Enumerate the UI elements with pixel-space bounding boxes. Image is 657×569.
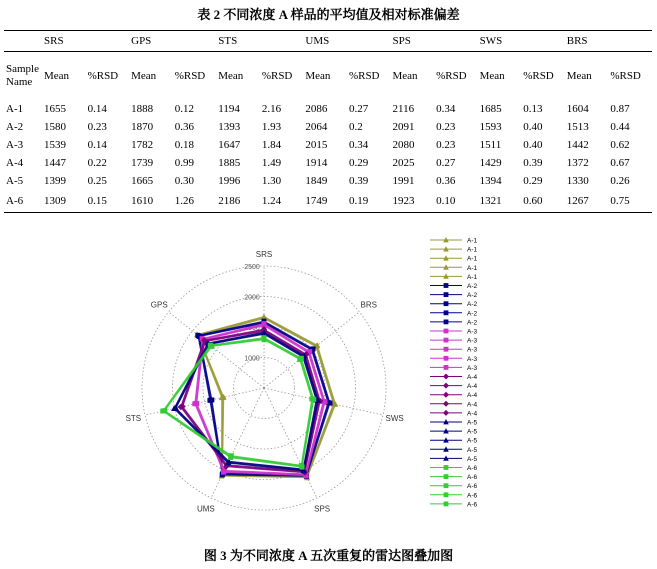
table-cell: 1513 [566,120,589,133]
data-point [262,321,267,326]
rsd-header: %RSD [523,69,554,82]
legend-label: A-3 [467,346,478,354]
data-point [444,356,449,361]
table-cell: 1749 [303,190,347,213]
table-cell: 0.18 [174,138,194,151]
table-cell: 1885 [218,156,241,169]
legend-label: A-4 [467,374,478,381]
legend-label: A-1 [467,237,478,245]
data-point [207,398,212,403]
data-point [443,401,449,407]
table-cell: 0.14 [87,138,107,151]
table-cell: 1685 [479,102,502,115]
row-label: A-5 [6,174,24,187]
table-corner-cell [4,31,42,52]
row-label: A-6 [4,190,42,213]
table-cell: 0.23 [87,120,107,133]
table-cell: 1870 [131,120,154,133]
mean-header: Mean [479,69,505,82]
legend-label: A-5 [467,428,478,436]
table-cell: 0.67 [610,156,630,169]
table-row [4,100,652,118]
table-cell: 1330 [566,174,589,187]
table-cell: 1610 [129,190,173,213]
data-point [444,283,449,288]
legend-label: A-4 [467,392,478,400]
table-cell: 1372 [566,156,589,169]
data-point [444,338,449,343]
data-point [261,313,267,318]
table-cell: 1655 [44,102,66,115]
data-point [192,401,197,406]
legend-label: A-1 [467,255,478,263]
data-point [443,374,449,380]
table-cell: 0.14 [87,102,107,115]
table-cell: 1991 [392,174,415,187]
table-cell: 0.75 [608,190,652,213]
tick-label: 2500 [244,264,260,271]
table-cell: 0.2 [348,120,363,133]
table-cell: 1647 [218,138,241,151]
axis-label: STS [125,413,142,423]
data-point [444,483,449,488]
mean-header: Mean [218,69,244,82]
data-point [300,465,305,470]
legend-label: A-2 [467,319,478,327]
data-point [444,465,449,470]
table-cell: 0.26 [610,174,630,187]
table-cell: 2080 [392,138,415,151]
table-cell: 2064 [305,120,328,133]
table-cell: 0.29 [348,156,369,169]
tick-label: 2000 [244,294,260,302]
data-point [228,455,233,460]
table-cell: 1.84 [261,138,282,151]
table-cell: 0.36 [174,120,194,133]
table-cell: 2.16 [261,102,282,115]
table-cell: 0.23 [436,120,456,133]
table-cell: 2186 [216,190,260,213]
table-cell: 0.29 [523,174,543,187]
legend-label: A-3 [467,364,478,372]
mean-header: Mean [566,69,592,82]
row-label: A-3 [6,138,24,151]
data-point [262,335,267,340]
table-cell: 0.99 [174,156,194,169]
table-cell: 2025 [392,156,415,169]
legend-label: A-5 [467,455,478,463]
row-label: A-4 [6,156,24,169]
axis-label: SWS [385,413,404,423]
legend-label: A-3 [467,328,478,336]
legend-label: A-6 [467,492,478,500]
table-cell: 0.10 [434,190,478,213]
table-cell: 0.25 [87,174,107,187]
table-cell: 1.26 [173,190,217,213]
legend-label: A-6 [467,474,478,482]
table-cell: 0.39 [523,156,543,169]
table-cell: 1593 [479,120,502,133]
table-row [4,172,652,190]
data-point [444,292,449,297]
table-cell: 2015 [305,138,328,151]
legend-label: A-5 [467,446,478,454]
mean-header: Mean [44,69,70,82]
data-point [160,409,165,414]
table-cell: 0.87 [610,102,630,115]
table-cell: 0.13 [523,102,543,115]
data-point [444,310,449,315]
table-cell: 1442 [566,138,589,151]
table-cell: 1393 [218,120,241,133]
data-point [221,470,226,475]
data-point [323,400,328,405]
series-line-a-6 [165,340,312,465]
table-cell: 1.93 [261,120,282,133]
table-cell: 1996 [218,174,241,187]
radar-chart [0,234,657,540]
legend-label: A-2 [467,292,478,300]
legend-label: A-3 [467,337,478,345]
row-label: A-1 [6,102,24,115]
axis-label: BRS [360,300,377,310]
table-cell: 0.22 [87,156,107,169]
group-header: SPS [391,31,478,52]
legend-label: A-5 [467,419,478,427]
table-cell: 0.27 [436,156,456,169]
table-cell: 1309 [42,190,86,213]
data-point [444,329,449,334]
series-line-a-6 [164,339,312,466]
table-cell: 2091 [392,120,415,133]
legend-label: A-1 [467,273,478,281]
legend-label: A-3 [467,355,478,363]
table-cell: 0.44 [610,120,630,133]
table-row [4,136,652,154]
data-point [208,343,213,348]
data-point [311,397,316,402]
table-cell: 1604 [566,102,589,115]
data-point [328,401,333,406]
tick-label: 1000 [244,355,260,363]
data-point [443,383,449,389]
table-cell: 1914 [305,156,328,169]
axis-label: SPS [314,504,331,514]
data-point [443,410,449,416]
table-cell: 1267 [565,190,609,213]
legend-label: A-2 [467,301,478,309]
table-cell: 0.12 [174,102,194,115]
legend-label: A-2 [467,310,478,318]
group-header: UMS [303,31,390,52]
group-header: SWS [478,31,565,52]
table-cell: 0.40 [523,138,543,151]
table-cell: 1739 [131,156,154,169]
mean-header: Mean [305,69,331,82]
table-cell: 0.15 [86,190,130,213]
figure-caption: 图 3 为不同浓度 A 五次重复的雷达图叠加图 [203,548,454,563]
table-cell: 1.30 [261,174,282,187]
legend-label: A-6 [467,465,478,472]
legend-label: A-6 [467,483,478,491]
mean-header: Mean [131,69,157,82]
table-cell: 0.62 [610,138,630,151]
table-row [4,154,652,172]
table-cell: 1429 [479,156,502,169]
legend-label: A-6 [467,501,478,509]
table-cell: 1888 [131,102,154,115]
table-cell: 0.34 [348,138,369,151]
data-point [443,392,449,398]
data-point [299,356,304,361]
rsd-header: %RSD [261,69,293,82]
table-cell: 1580 [44,120,66,133]
table-cell: 1.49 [261,156,282,169]
legend-label: A-2 [467,283,478,290]
table-cell: 1849 [305,174,328,187]
table-cell: 2116 [392,102,415,115]
axis-label: UMS [196,504,215,514]
row-label: A-2 [6,120,24,133]
sample-name-header: SampleName [6,63,39,88]
legend-label: A-4 [467,410,478,418]
axis-label: SRS [255,250,273,259]
table-cell: 0.19 [347,190,391,213]
legend-label: A-1 [467,264,478,272]
tick-label: 1500 [244,325,260,332]
rsd-header: %RSD [610,69,641,82]
table-cell: 1782 [131,138,154,151]
table-row [4,190,652,213]
group-header: STS [216,31,303,52]
data-point [444,474,449,479]
data-point [444,492,449,497]
table-cell: 1539 [44,138,66,151]
legend-label: A-5 [467,437,478,445]
rsd-header: %RSD [348,69,380,82]
table-cell: 0.30 [174,174,194,187]
table-cell: 1447 [44,156,66,169]
legend-label: A-4 [467,383,478,391]
legend-label: A-4 [467,401,478,409]
table-cell: 0.40 [523,120,543,133]
table-cell: 0.23 [436,138,456,151]
table-cell: 1399 [44,174,66,187]
table-cell: 2086 [305,102,328,115]
group-header: SRS [42,31,129,52]
data-point [444,365,449,370]
rsd-header: %RSD [436,69,467,82]
group-header: BRS [565,31,652,52]
axis-label: GPS [150,300,168,310]
data-point [444,347,449,352]
table-cell: 1511 [479,138,502,151]
table-cell: 1665 [131,174,154,187]
data-table [4,30,652,213]
rsd-header: %RSD [87,69,119,82]
table-cell: 0.34 [436,102,456,115]
data-point [444,320,449,325]
table-cell: 1194 [218,102,240,115]
data-point [444,301,449,306]
table-cell: 0.60 [521,190,565,213]
table-cell: 1923 [391,190,435,213]
group-header: GPS [129,31,216,52]
table-cell: 0.36 [436,174,456,187]
legend-label: A-1 [467,246,478,254]
table-row [4,118,652,136]
table-cell: 0.27 [348,102,369,115]
rsd-header: %RSD [174,69,206,82]
table-cell: 1.24 [260,190,304,213]
data-point [444,502,449,507]
table-title: 表 2 不同浓度 A 样品的平均值及相对标准偏差 [197,7,460,22]
table-cell: 1394 [479,174,502,187]
table-cell: 1321 [478,190,522,213]
data-point [195,333,200,338]
mean-header: Mean [392,69,418,82]
table-cell: 0.39 [348,174,369,187]
